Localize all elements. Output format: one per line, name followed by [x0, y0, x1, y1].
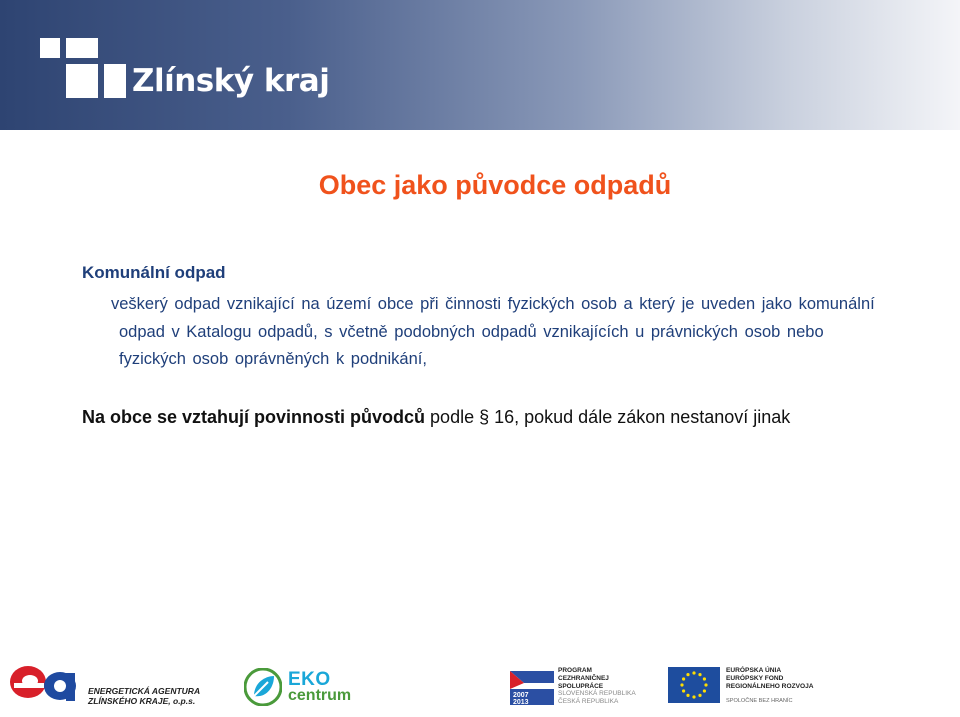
eko-line1: EKO	[288, 669, 331, 690]
eko-centrum-text	[288, 669, 352, 704]
subheading: Komunální odpad	[82, 263, 226, 282]
ea-line2: ZLÍNSKÉHO KRAJE, o.p.s.	[88, 696, 196, 706]
cz-line2: CEZHRANIČNEJ	[558, 674, 609, 682]
cz-line4: SLOVENSKÁ REPUBLIKA	[558, 690, 636, 698]
eu-line1: EURÓPSKA ÚNIA	[726, 667, 782, 674]
cz-line1: PROGRAM	[558, 667, 592, 674]
eu-flag-icon	[668, 667, 720, 703]
cross-border-program-logo-icon	[510, 667, 554, 705]
eu-line2: EURÓPSKY FOND	[726, 675, 784, 682]
cz-year1: 2007	[513, 692, 529, 699]
eu-line3: REGIONÁLNEHO ROZVOJA	[726, 683, 814, 690]
logo-text: Zlínský kraj	[132, 63, 330, 99]
eko-line2: centrum	[288, 687, 352, 704]
zlinsky-kraj-logo-icon	[0, 0, 130, 110]
energeticka-agentura-text	[88, 686, 200, 706]
obligation-bold: Na obce se vztahují povinnosti původců	[82, 407, 426, 427]
eu-fund-text	[726, 667, 814, 705]
cz-line5: ČESKÁ REPUBLIKA	[558, 698, 619, 706]
eu-line4: SPOLOČNE BEZ HRANÍC	[726, 698, 793, 704]
slide-title: Obec jako původce odpadů	[318, 170, 672, 200]
cz-line3: SPOLUPRÁCE	[558, 682, 604, 690]
cz-year2: 2013	[513, 699, 529, 705]
definition-text: veškerý odpad vznikající na území obce při činnosti fyzických osob a který je uveden jako komunální odpad v Katalogu odpadů, s včetně podobných odpadů vznikajících u právnických osob nebo fyzických osob oprávněných k podnikání,	[111, 295, 875, 368]
obligation-text	[82, 404, 902, 430]
obligation-rest: podle § 16, pokud dále zákon nestanoví jinak	[425, 407, 791, 427]
cross-border-program-text	[558, 667, 636, 706]
eko-leaf-icon	[244, 668, 282, 706]
ea-line1: ENERGETICKÁ AGENTURA	[88, 686, 201, 696]
energeticka-agentura-logo-icon	[8, 659, 82, 705]
